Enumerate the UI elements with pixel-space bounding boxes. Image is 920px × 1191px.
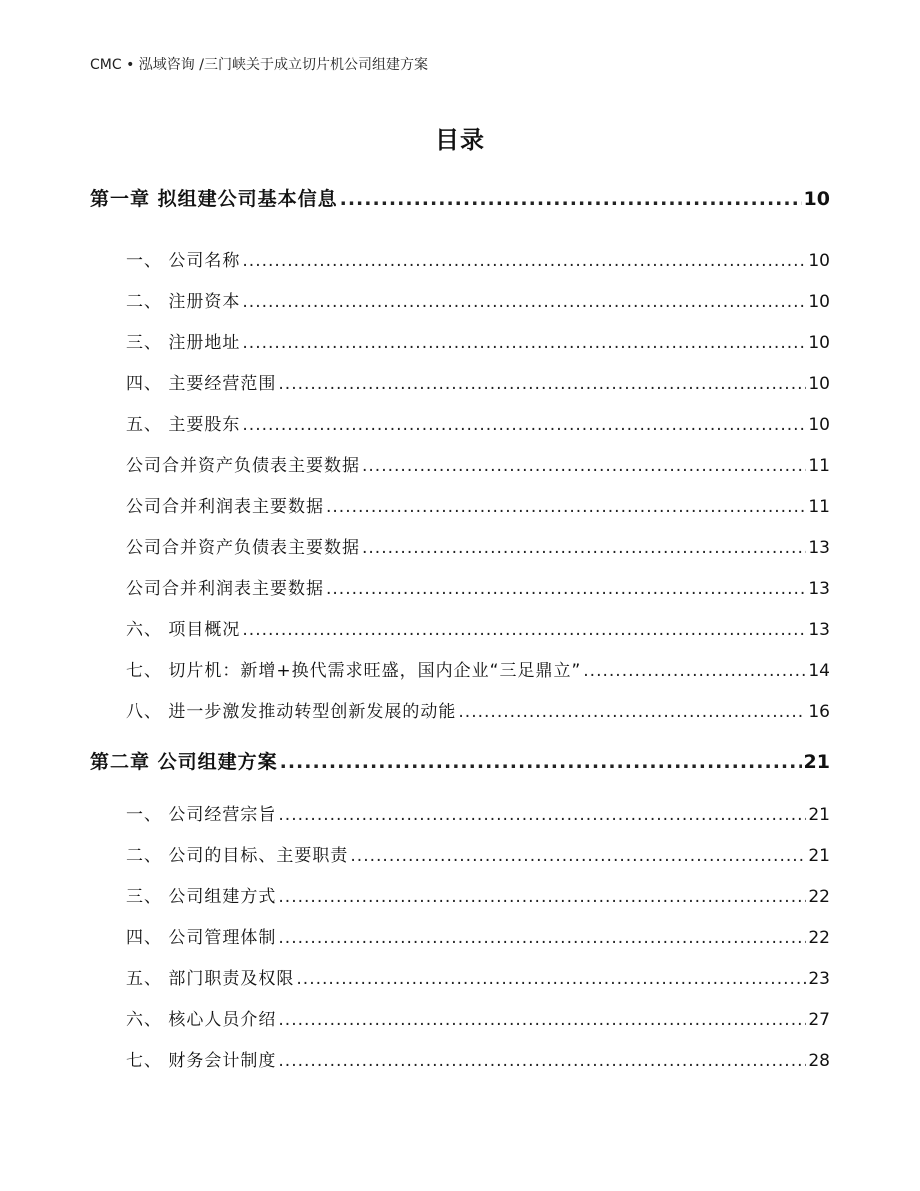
leader-dots bbox=[362, 456, 806, 476]
toc-entry-label: 公司合并利润表主要数据 bbox=[126, 579, 324, 599]
toc-entry[interactable] bbox=[90, 410, 830, 435]
toc-entry-page: 23 bbox=[808, 969, 830, 989]
toc-entry-label: 五、 主要股东 bbox=[126, 415, 241, 435]
toc-entry-page: 11 bbox=[808, 497, 830, 517]
toc-entry[interactable] bbox=[90, 697, 830, 722]
toc-entry-label: 四、 公司管理体制 bbox=[126, 928, 277, 948]
toc-entry[interactable] bbox=[90, 574, 830, 599]
toc-entry-label: 六、 项目概况 bbox=[126, 620, 241, 640]
toc-entry[interactable] bbox=[90, 451, 830, 476]
toc-entry-label: 二、 公司的目标、主要职责 bbox=[126, 846, 349, 866]
leader-dots bbox=[242, 620, 806, 640]
toc-entry-page: 10 bbox=[808, 374, 830, 394]
leader-dots bbox=[340, 188, 802, 210]
toc-entry-label: 一、 公司经营宗旨 bbox=[126, 805, 277, 825]
leader-dots bbox=[242, 292, 806, 312]
toc-entry-label: 公司合并资产负债表主要数据 bbox=[126, 456, 360, 476]
toc-entry[interactable] bbox=[90, 656, 830, 681]
leader-dots bbox=[278, 1010, 806, 1030]
toc-entry[interactable] bbox=[90, 615, 830, 640]
toc-entry-page: 10 bbox=[808, 333, 830, 353]
toc-entry-page: 11 bbox=[808, 456, 830, 476]
leader-dots bbox=[242, 333, 806, 353]
leader-dots bbox=[278, 887, 806, 907]
running-header: CMC • 泓域咨询 /三门峡关于成立切片机公司组建方案 bbox=[90, 57, 428, 73]
leader-dots bbox=[242, 415, 806, 435]
toc-entry-page: 21 bbox=[808, 846, 830, 866]
toc-entry[interactable] bbox=[90, 184, 830, 211]
toc-entry-label: 二、 注册资本 bbox=[126, 292, 241, 312]
toc-entry-page: 28 bbox=[808, 1051, 830, 1071]
leader-dots bbox=[296, 969, 806, 989]
toc-entry[interactable] bbox=[90, 369, 830, 394]
toc-entry[interactable] bbox=[90, 492, 830, 517]
toc-entry-label: 第一章 拟组建公司基本信息 bbox=[90, 188, 338, 210]
toc-entry-page: 21 bbox=[803, 751, 830, 773]
toc-entry-page: 16 bbox=[808, 702, 830, 722]
toc-entry-page: 10 bbox=[808, 251, 830, 271]
toc-entry-label: 八、 进一步激发推动转型创新发展的动能 bbox=[126, 702, 457, 722]
toc-entry[interactable] bbox=[90, 1046, 830, 1071]
toc-entry-label: 三、 公司组建方式 bbox=[126, 887, 277, 907]
toc-entry[interactable] bbox=[90, 328, 830, 353]
toc-entry-label: 第二章 公司组建方案 bbox=[90, 751, 278, 773]
toc-entry-page: 27 bbox=[808, 1010, 830, 1030]
toc-entry[interactable] bbox=[90, 747, 830, 774]
toc-entry-page: 13 bbox=[808, 538, 830, 558]
toc-entry[interactable] bbox=[90, 964, 830, 989]
leader-dots bbox=[326, 497, 806, 517]
toc-entry[interactable] bbox=[90, 1005, 830, 1030]
leader-dots bbox=[280, 751, 802, 773]
toc-entry[interactable] bbox=[90, 287, 830, 312]
toc-entry[interactable] bbox=[90, 533, 830, 558]
page-title: 目录 bbox=[435, 126, 485, 154]
leader-dots bbox=[242, 251, 806, 271]
toc-entry[interactable] bbox=[90, 800, 830, 825]
leader-dots bbox=[458, 702, 806, 722]
toc-entry-page: 14 bbox=[808, 661, 830, 681]
leader-dots bbox=[350, 846, 806, 866]
toc-entry-label: 公司合并资产负债表主要数据 bbox=[126, 538, 360, 558]
toc-entry-page: 10 bbox=[808, 415, 830, 435]
toc-entry-label: 四、 主要经营范围 bbox=[126, 374, 277, 394]
leader-dots bbox=[278, 928, 806, 948]
toc-entry-page: 10 bbox=[808, 292, 830, 312]
toc-entry-label: 公司合并利润表主要数据 bbox=[126, 497, 324, 517]
toc-entry[interactable] bbox=[90, 841, 830, 866]
leader-dots bbox=[326, 579, 806, 599]
leader-dots bbox=[583, 661, 806, 681]
toc-entry-label: 五、 部门职责及权限 bbox=[126, 969, 295, 989]
toc-entry[interactable] bbox=[90, 882, 830, 907]
toc-entry-label: 七、 财务会计制度 bbox=[126, 1051, 277, 1071]
toc-entry-page: 13 bbox=[808, 579, 830, 599]
toc-entry-label: 六、 核心人员介绍 bbox=[126, 1010, 277, 1030]
toc-entry-page: 21 bbox=[808, 805, 830, 825]
toc-entry-label: 一、 公司名称 bbox=[126, 251, 241, 271]
toc-entry-label: 三、 注册地址 bbox=[126, 333, 241, 353]
toc-entry[interactable] bbox=[90, 923, 830, 948]
toc-entry-page: 22 bbox=[808, 928, 830, 948]
leader-dots bbox=[278, 1051, 806, 1071]
leader-dots bbox=[362, 538, 806, 558]
toc-entry-page: 13 bbox=[808, 620, 830, 640]
leader-dots bbox=[278, 374, 806, 394]
leader-dots bbox=[278, 805, 806, 825]
toc-entry[interactable] bbox=[90, 246, 830, 271]
toc-entry-page: 22 bbox=[808, 887, 830, 907]
toc-entry-page: 10 bbox=[803, 188, 830, 210]
toc-entry-label: 七、 切片机：新增+换代需求旺盛，国内企业“三足鼎立” bbox=[126, 661, 582, 681]
